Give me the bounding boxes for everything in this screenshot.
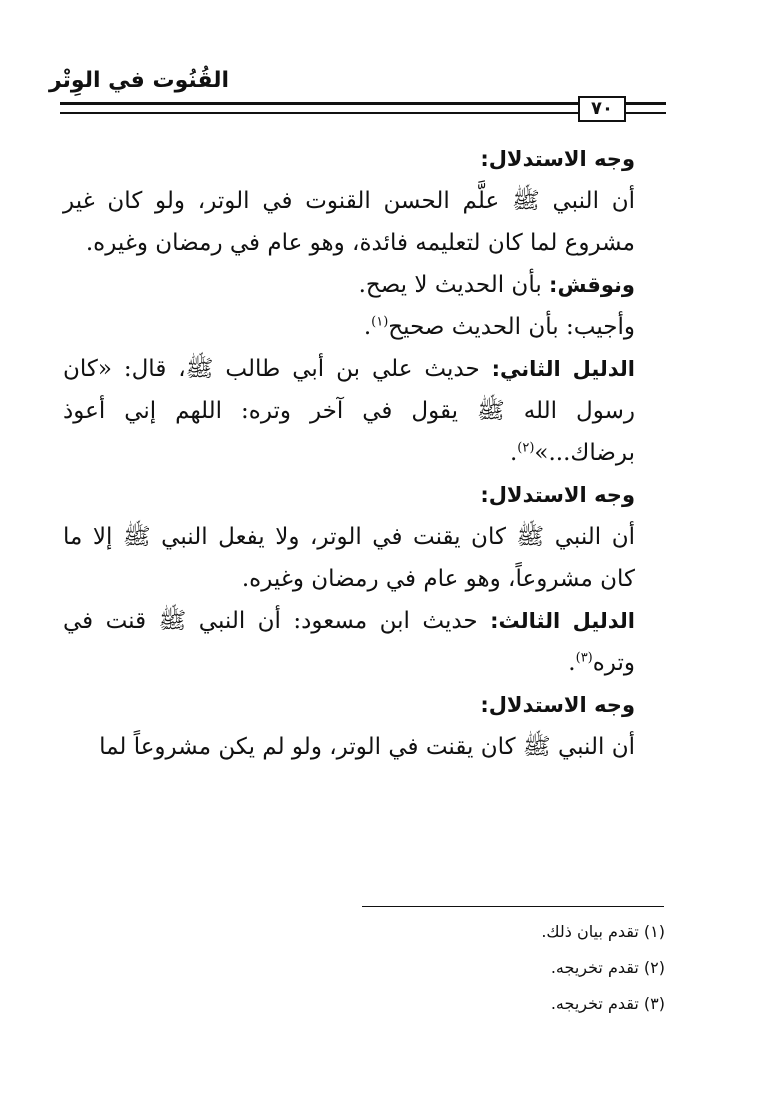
main-text	[63, 138, 663, 768]
section-heading: وجه الاستدلال:	[480, 693, 635, 717]
footnote-ref: (٢)	[517, 440, 535, 456]
header-rule	[626, 112, 666, 114]
paragraph-text: حديث ابن مسعود: أن النبي ﷺ قنت في وتره	[63, 608, 635, 676]
header-rule	[60, 102, 578, 105]
paragraph-text: حديث علي بن أبي طالب ﷺ، قال: «كان رسول الله ﷺ يقول في آخر وتره: اللهم إني أعوذ برضاك...»	[63, 356, 635, 466]
paragraph-text: بأن الحديث لا يصح.	[358, 272, 550, 298]
footnote-ref: (١)	[371, 314, 389, 330]
paragraph-label: الدليل الثاني:	[491, 357, 636, 381]
paragraph-label: ونوقش:	[549, 273, 635, 297]
footnote: (٣) تقدم تخريجه.	[550, 994, 665, 1013]
running-title: القُنُوت في الوِتْر	[48, 68, 229, 93]
paragraph: أن النبي ﷺ كان يقنت في الوتر، ولو لم يكن مشروعاً لما	[99, 734, 635, 760]
paragraph-text: وأجيب: بأن الحديث صحيح	[388, 314, 635, 340]
footnote: (١) تقدم بيان ذلك.	[541, 922, 665, 941]
footnotes	[345, 914, 665, 1022]
page-number: ٧٠	[578, 96, 626, 122]
footnote-ref: (٣)	[575, 650, 593, 666]
footnote-separator	[362, 906, 664, 907]
paragraph: الدليل الثاني: حديث علي بن أبي طالب ﷺ، قال: «كان رسول الله ﷺ يقول في آخر وتره: اللهم إني أعوذ برضاك...»$^{(٢)}$.	[63, 356, 636, 466]
header-rule	[626, 102, 666, 105]
section-heading: وجه الاستدلال:	[480, 483, 635, 507]
footnote: (٢) تقدم تخريجه.	[550, 958, 665, 977]
paragraph: وأجيب: بأن الحديث صحيح$^{(١)}$.	[363, 314, 635, 340]
section-heading: وجه الاستدلال:	[480, 147, 635, 171]
paragraph: الدليل الثالث: حديث ابن مسعود: أن النبي ﷺ قنت في وتره$^{(٣)}$.	[63, 608, 636, 676]
paragraph: أن النبي ﷺ علَّم الحسن القنوت في الوتر، ولو كان غير مشروع لما كان لتعليمه فائدة، وهو عام في رمضان وغيره.	[63, 188, 635, 256]
paragraph	[63, 264, 663, 306]
paragraph: أن النبي ﷺ كان يقنت في الوتر، ولا يفعل النبي ﷺ إلا ما كان مشروعاً، وهو عام في رمضان وغيره.	[63, 524, 635, 592]
header-rule	[60, 112, 578, 114]
paragraph-label: الدليل الثالث:	[490, 609, 636, 633]
